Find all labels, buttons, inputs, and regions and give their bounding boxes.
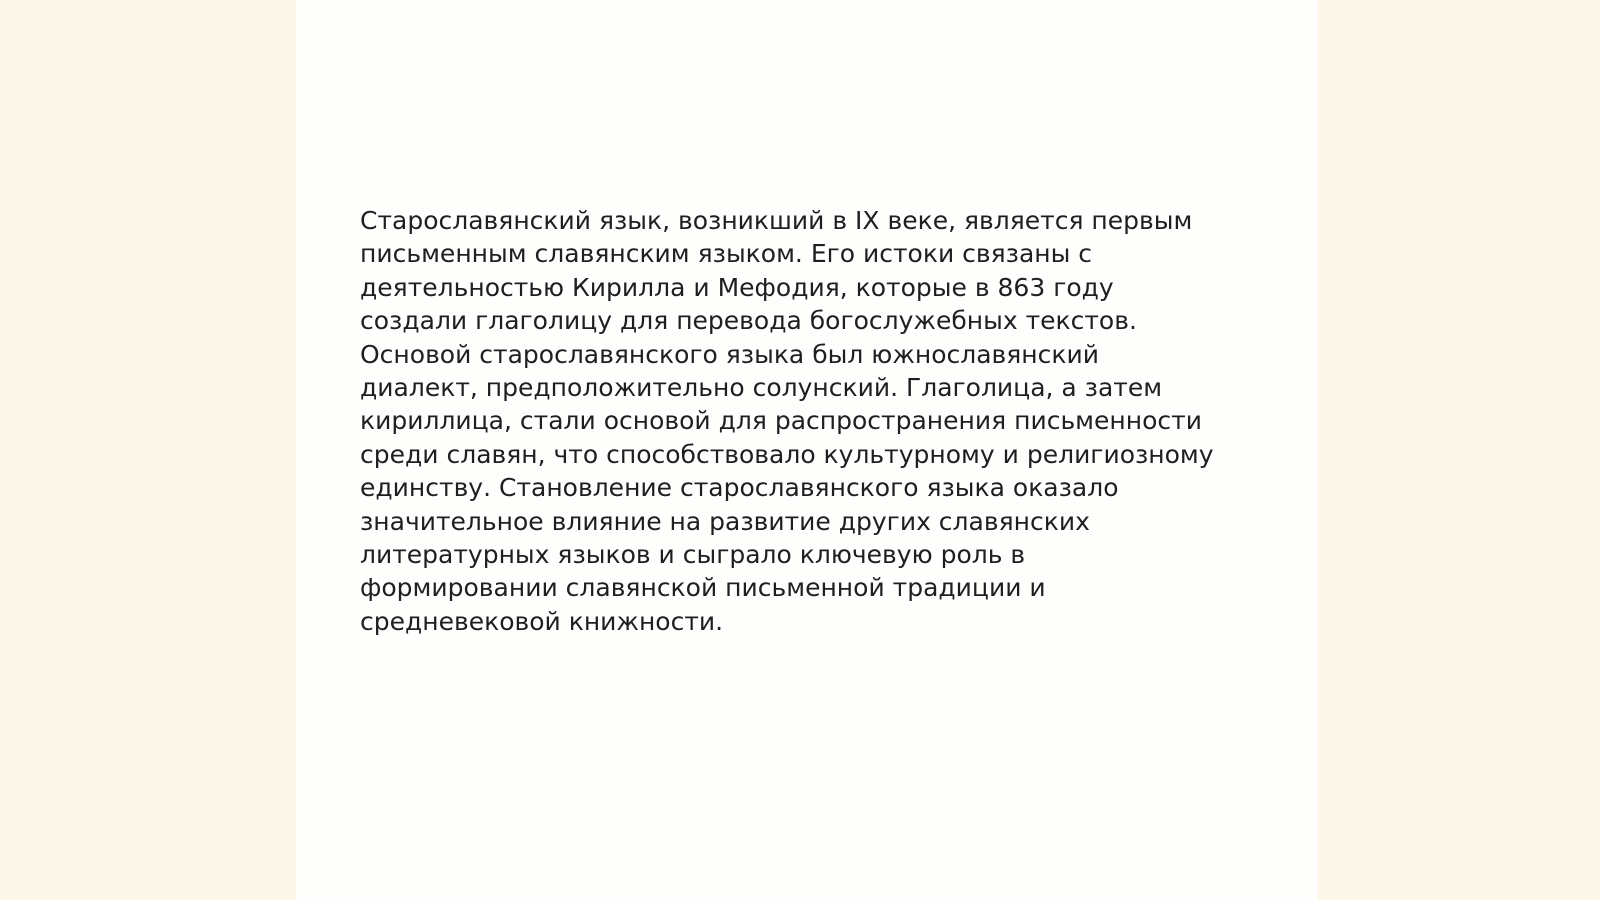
document-page	[296, 0, 1318, 900]
body-paragraph: Старославянский язык, возникший в IX веке, является первым письменным славянским языком. Его истоки связаны с деятельностью Кирилла и Мефодия, которые в 863 году создали глаголицу для перевода богослужебных текстов. Основой старославянского языка был южнославянский диалект, предположительно солунский. Глаголица, а затем кириллица, стали основой для распространения письменности среди славян, что способствовало культурному и религиозному единству. Становление старославянского языка оказало значительное влияние на развитие других славянских литературных языков и сыграло ключевую роль в формировании славянской письменной традиции и средневековой книжности.	[360, 206, 1214, 636]
